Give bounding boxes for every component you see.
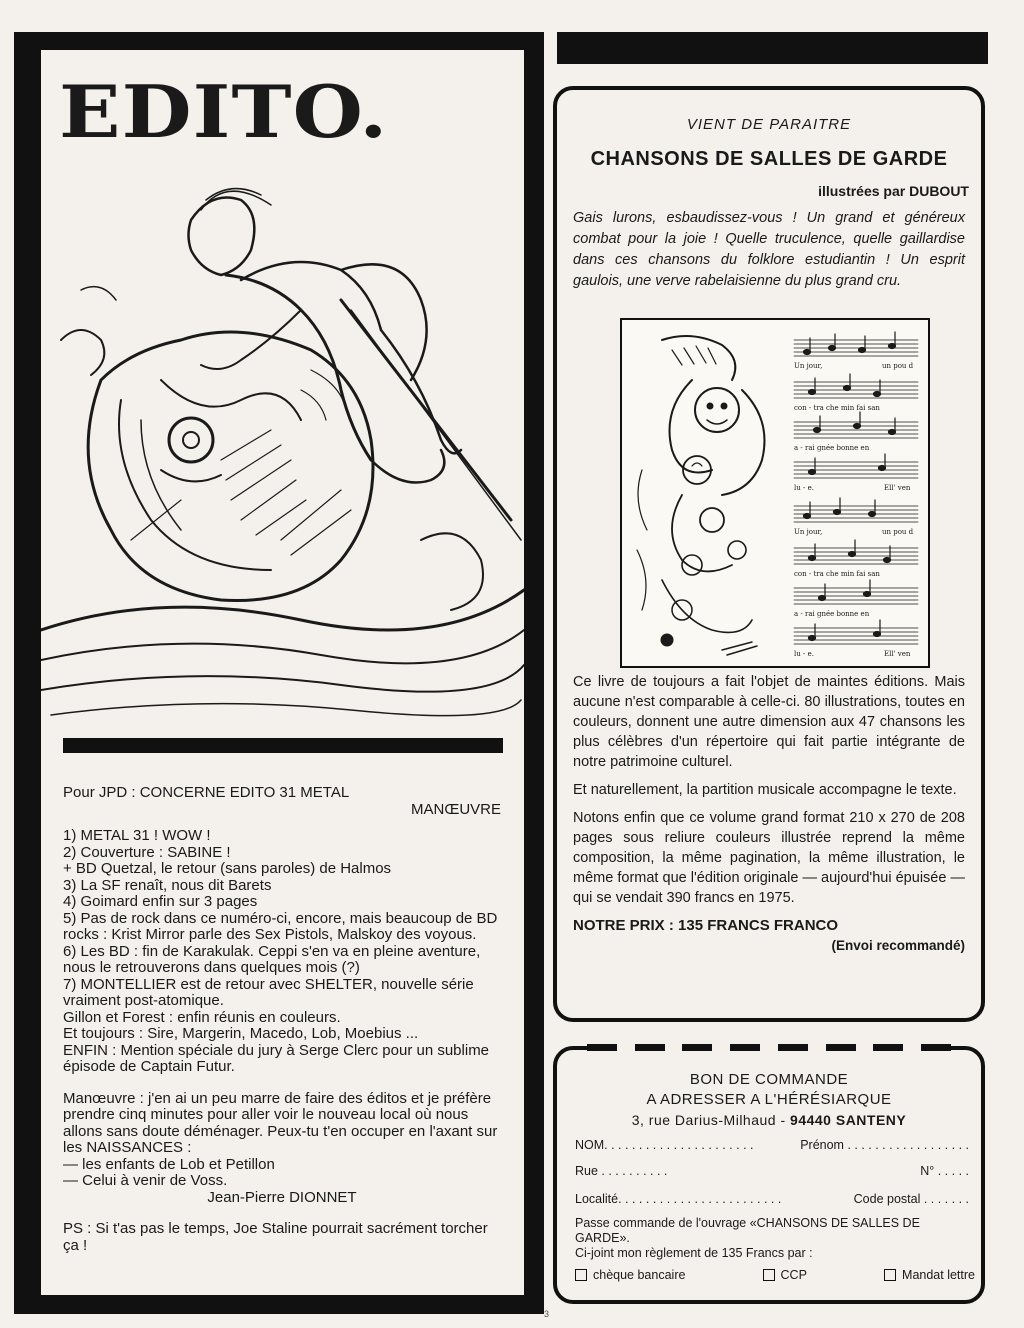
code-postal-field[interactable]: Code postal . . . . . . . <box>853 1192 969 1206</box>
ad-paragraph: Ce livre de toujours a fait l'objet de maintes éditions. Mais aucune n'est comparable à celle-ci. 80 illustrations, toutes en couleurs, donnent une autre dimension aux 47 chansons les plus célèbres d'un répertoire qui fait partie intégrante de notre patrimoine culturel. <box>573 674 965 770</box>
edito-frame <box>14 32 544 1314</box>
lyric-line: a - rai gnée bonne en <box>794 444 870 452</box>
lyric-line: Un jour, <box>794 362 823 370</box>
letter-closing-item: — Celui à venir de Voss. <box>63 1172 228 1189</box>
payment-ccp[interactable]: CCP <box>763 1268 807 1282</box>
order-note <box>575 1216 969 1261</box>
localite-field[interactable]: Localité. . . . . . . . . . . . . . . . . . . . . . . . <box>575 1192 782 1206</box>
lyric-line: con - tra che min fai san <box>794 570 880 578</box>
numero-field[interactable]: N° . . . . . <box>920 1164 969 1178</box>
order-form <box>553 1046 985 1304</box>
edito-divider <box>63 738 503 753</box>
payment-cheque[interactable]: chèque bancaire <box>575 1268 685 1282</box>
payment-options <box>575 1268 975 1282</box>
locality-row <box>575 1192 969 1206</box>
letter-item: + BD Quetzal, le retour (sans paroles) de Halmos <box>63 860 392 877</box>
letter-ps: PS : Si t'as pas le temps, Joe Staline pourrait sacrément torcher ça ! <box>63 1220 488 1254</box>
lyric-line: lu - e. <box>794 484 814 492</box>
letter-heading: Pour JPD : CONCERNE EDITO 31 METAL <box>63 784 350 801</box>
lyric-line: a - rai gnée bonne en <box>794 610 870 618</box>
letter-signature: Jean-Pierre DIONNET <box>207 1188 357 1206</box>
checkbox-icon[interactable] <box>575 1269 587 1281</box>
letter-item: Gillon et Forest : enfin réunis en couleurs. <box>63 1008 341 1026</box>
letter-item: Et toujours : Sire, Margerin, Macedo, Lob, Moebius ... <box>63 1025 419 1042</box>
letter-item: ENFIN : Mention spéciale du jury à Serge Clerc pour un sublime épisode de Captain Futur. <box>63 1041 490 1075</box>
page-number: 3 <box>544 1309 550 1319</box>
book-ad <box>553 86 985 1022</box>
payment-mandat[interactable]: Mandat lettre <box>884 1268 975 1282</box>
ad-shipping: (Envoi recommandé) <box>831 938 965 953</box>
lyric-line: con - tra che min fai san <box>794 404 880 412</box>
ad-byline: illustrées par DUBOUT <box>818 183 969 199</box>
cut-line <box>587 1044 951 1052</box>
letter-item: 1) METAL 31 ! WOW ! <box>63 827 211 844</box>
letter-items <box>63 828 501 1076</box>
order-header <box>557 1070 981 1130</box>
edito-panel <box>41 50 524 1295</box>
ad-paragraph: Notons enfin que ce volume grand format 210 x 270 de 208 pages sous reliure couleurs illustrée reprend la même composition, la même pagination, la même illustration, le même format que l'édition originale — aujourd'hui épuisée — qui se vendait 390 francs en 1975. <box>573 810 965 906</box>
ad-title: CHANSONS DE SALLES DE GARDE <box>590 148 948 170</box>
lyric-line: Ell' ven <box>884 484 911 492</box>
letter-item: 4) Goimard enfin sur 3 pages <box>63 893 258 910</box>
edito-illustration <box>41 160 524 720</box>
lyric-line: Ell' ven <box>884 650 911 658</box>
order-text: Passe commande de l'ouvrage «CHANSONS DE SALLES DE GARDE». <box>575 1216 920 1245</box>
edito-letter <box>63 785 501 1254</box>
ad-body <box>573 672 965 956</box>
street-row <box>575 1164 969 1178</box>
header-bar <box>557 32 988 64</box>
letter-heading-cont: MANŒUVRE <box>410 800 501 818</box>
ad-kicker: VIENT DE PARAITRE <box>686 116 852 133</box>
ad-paragraph: Et naturellement, la partition musicale accompagne le texte. <box>573 782 957 798</box>
letter-item: 7) MONTELLIER est de retour avec SHELTER, nouvelle série vraiment post-atomique. <box>63 975 474 1009</box>
letter-closing-item: — les enfants de Lob et Petillon <box>63 1155 275 1173</box>
lyric-line: lu - e. <box>794 650 814 658</box>
nom-field[interactable]: NOM. . . . . . . . . . . . . . . . . . . . . . <box>575 1138 754 1152</box>
letter-item: 2) Couverture : SABINE ! <box>63 843 231 861</box>
lyric-line: un pou d <box>882 528 914 536</box>
songbook-illustration <box>620 318 930 668</box>
lyric-line: Un jour, <box>794 528 823 536</box>
checkbox-icon[interactable] <box>763 1269 775 1281</box>
ad-price: NOTRE PRIX : 135 FRANCS FRANCO <box>573 917 839 934</box>
lyric-line: un pou d <box>882 362 914 370</box>
letter-item: 3) La SF renaît, nous dit Barets <box>63 876 272 894</box>
prenom-field[interactable]: Prénom . . . . . . . . . . . . . . . . . . <box>800 1138 969 1152</box>
order-recipient: A ADRESSER A L'HÉRÉSIARQUE <box>646 1091 892 1108</box>
checkbox-icon[interactable] <box>884 1269 896 1281</box>
letter-item: 5) Pas de rock dans ce numéro-ci, encore, mais beaucoup de BD rocks : Krist Mirror parle des Sex Pistols, Malskoy des voyous. <box>63 909 498 943</box>
order-title: BON DE COMMANDE <box>689 1071 849 1088</box>
payment-text: Ci-joint mon règlement de 135 Francs par : <box>575 1246 813 1260</box>
letter-closing: Manœuvre : j'en ai un peu marre de faire des éditos et je préfère prendre cinq minutes pour aller voir le nouveau local où nous allons sans doute déménager. Peux-tu t'en occuper en l'axant sur les NAISSANCES : <box>63 1089 498 1156</box>
name-row <box>575 1138 969 1152</box>
letter-item: 6) Les BD : fin de Karakulak. Ceppi s'en va en pleine aventure, nous le retrouverons dans quelques mois (?) <box>63 942 481 976</box>
order-address: 3, rue Darius-Milhaud - 94440 SANTENY <box>631 1112 907 1128</box>
edito-title: EDITO. <box>59 69 389 154</box>
ad-description: Gais lurons, esbaudissez-vous ! Un grand et généreux combat pour la joie ! Quelle truculence, quelle gaillardise dans ces chansons du folklore estudiantin ! Un esprit gaulois, une verve rabelaisienne du plus grand cru. <box>573 210 965 289</box>
rue-field[interactable]: Rue . . . . . . . . . . <box>575 1164 668 1178</box>
